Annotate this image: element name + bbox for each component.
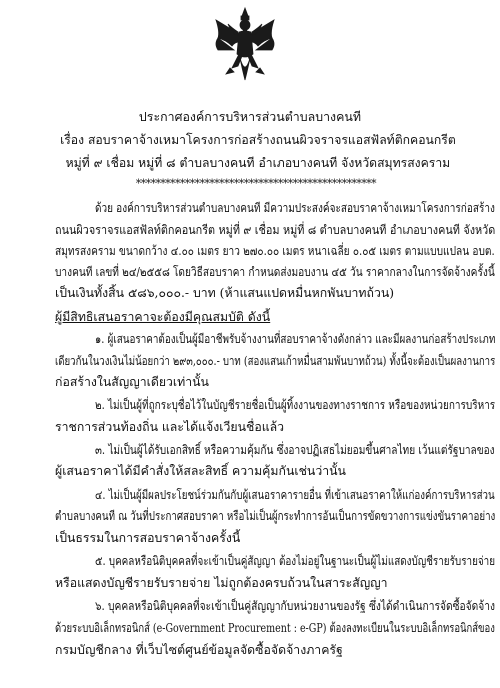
- item-4-line-1: ๔. ไม่เป็นผู้มีผลประโยชน์ร่วมกันกับผู้เสนอราคารายอื่น ที่เข้าเสนอราคาให้แก่องค์การบริหารส่วน: [95, 488, 495, 502]
- item-6-line-3: กรมบัญชีกลาง ที่เว็บไซต์ศูนย์ข้อมูลจัดซื้อจัดจ้างภาครัฐ: [55, 643, 343, 657]
- header-divider: *************************************************: [135, 177, 377, 190]
- intro-line-5: เป็นเงินทั้งสิ้น ๕๘๖,๐๐๐.- บาท (ห้าแสนแปดหมื่นหกพันบาทถ้วน): [55, 286, 395, 300]
- item-2-line-2: ราชการส่วนท้องถิ่น และได้แจ้งเวียนชื่อแล้ว: [55, 420, 285, 434]
- intro-line-2: ถนนผิวจราจรแอสฟัลท์ติกคอนกรีต หมู่ที่ ๙ เชื่อม หมู่ที่ ๘ ตำบลบางคนที อำเภอบางคนที จังหวัด: [55, 223, 496, 237]
- announcement-title: ประกาศองค์การบริหารส่วนตำบลบางคนที: [138, 109, 362, 124]
- intro-line-3: สมุทรสงคราม ขนาดกว้าง ๔.๐๐ เมตร ยาว ๒๗๐.๐๐ เมตร หนาเฉลี่ย ๐.๐๕ เมตร ตามแบบแปลน อบต.: [55, 244, 495, 258]
- item-3-line-1: ๓. ไม่เป็นผู้ได้รับเอกสิทธิ์ หรือความคุ้มกัน ซึ่งอาจปฏิเสธไม่ยอมขึ้นศาลไทย เว้นแต่รัฐบาลของ: [95, 443, 495, 457]
- garuda-emblem-icon: [212, 6, 278, 82]
- item-4-line-3: เป็นธรรมในการสอบราคาจ้างครั้งนี้: [55, 531, 241, 545]
- item-3-line-2: ผู้เสนอราคาได้มีคำสั่งให้สละสิทธิ์ ความคุ้มกันเช่นว่านั้น: [55, 464, 346, 478]
- item-1-line-2: เดียวกันในวงเงินไม่น้อยกว่า ๒๙๓,๐๐๐.- บาท (สองแสนเก้าหมื่นสามพันบาทถ้วน) ทั้งนี้จะต้องเป็นผลงานการ: [55, 354, 496, 368]
- qualifications-heading: ผู้มีสิทธิเสนอราคาจะต้องมีคุณสมบัติ ดังนี้: [55, 310, 271, 324]
- announcement-subject: เรื่อง สอบราคาจ้างเหมาโครงการก่อสร้างถนนผิวจราจรแอสฟัลท์ติกคอนกรีต: [60, 132, 456, 147]
- item-1-line-1: ๑. ผู้เสนอราคาต้องเป็นผู้มีอาชีพรับจ้างงานที่สอบราคาจ้างดังกล่าว และมีผลงานก่อสร้างประเภท: [95, 332, 496, 346]
- intro-line-4: บางคนที เลขที่ ๒๔/๒๕๕๘ โดยวิธีสอบราคา กำหนดส่งมอบงาน ๔๕ วัน ราคากลางในการจัดจ้างครั้งนี้: [55, 265, 495, 279]
- intro-line-1: ด้วย องค์การบริหารส่วนตำบลบางคนที มีความประสงค์จะสอบราคาจ้างเหมาโครงการก่อสร้าง: [95, 201, 495, 215]
- item-6-line-1: ๖. บุคคลหรือนิติบุคคลที่จะเข้าเป็นคู่สัญญากับหน่วยงานของรัฐ ซึ่งได้ดำเนินการจัดซื้อจัดจ้าง: [95, 599, 496, 613]
- item-1-line-3: ก่อสร้างในสัญญาเดียวเท่านั้น: [55, 375, 209, 389]
- item-6-line-2: ด้วยระบบอิเล็กทรอนิกส์ (e-Government Procurement : e-GP) ต้องลงทะเบียนในระบบอิเล็กทรอนิกส์ของ: [55, 621, 495, 635]
- item-5-line-1: ๕. บุคคลหรือนิติบุคคลที่จะเข้าเป็นคู่สัญญา ต้องไม่อยู่ในฐานะเป็นผู้ไม่แสดงบัญชีรายรับรายจ่าย: [95, 554, 496, 568]
- announcement-location: หมู่ที่ ๙ เชื่อม หมู่ที่ ๘ ตำบลบางคนที อำเภอบางคนที จังหวัดสมุทรสงคราม: [65, 155, 451, 170]
- item-4-line-2: ตำบลบางคนที ณ วันที่ประกาศสอบราคา หรือไม่เป็นผู้กระทำการอันเป็นการขัดขวางการแข่งขันราคาอย่าง: [55, 509, 496, 523]
- item-2-line-1: ๒. ไม่เป็นผู้ที่ถูกระบุชื่อไว้ในบัญชีรายชื่อเป็นผู้ทิ้งงานของทางราชการ หรือของหน่วยการบริหาร: [95, 398, 496, 412]
- item-5-line-2: หรือแสดงบัญชีรายรับรายจ่าย ไม่ถูกต้องครบถ้วนในสาระสัญญา: [55, 576, 388, 590]
